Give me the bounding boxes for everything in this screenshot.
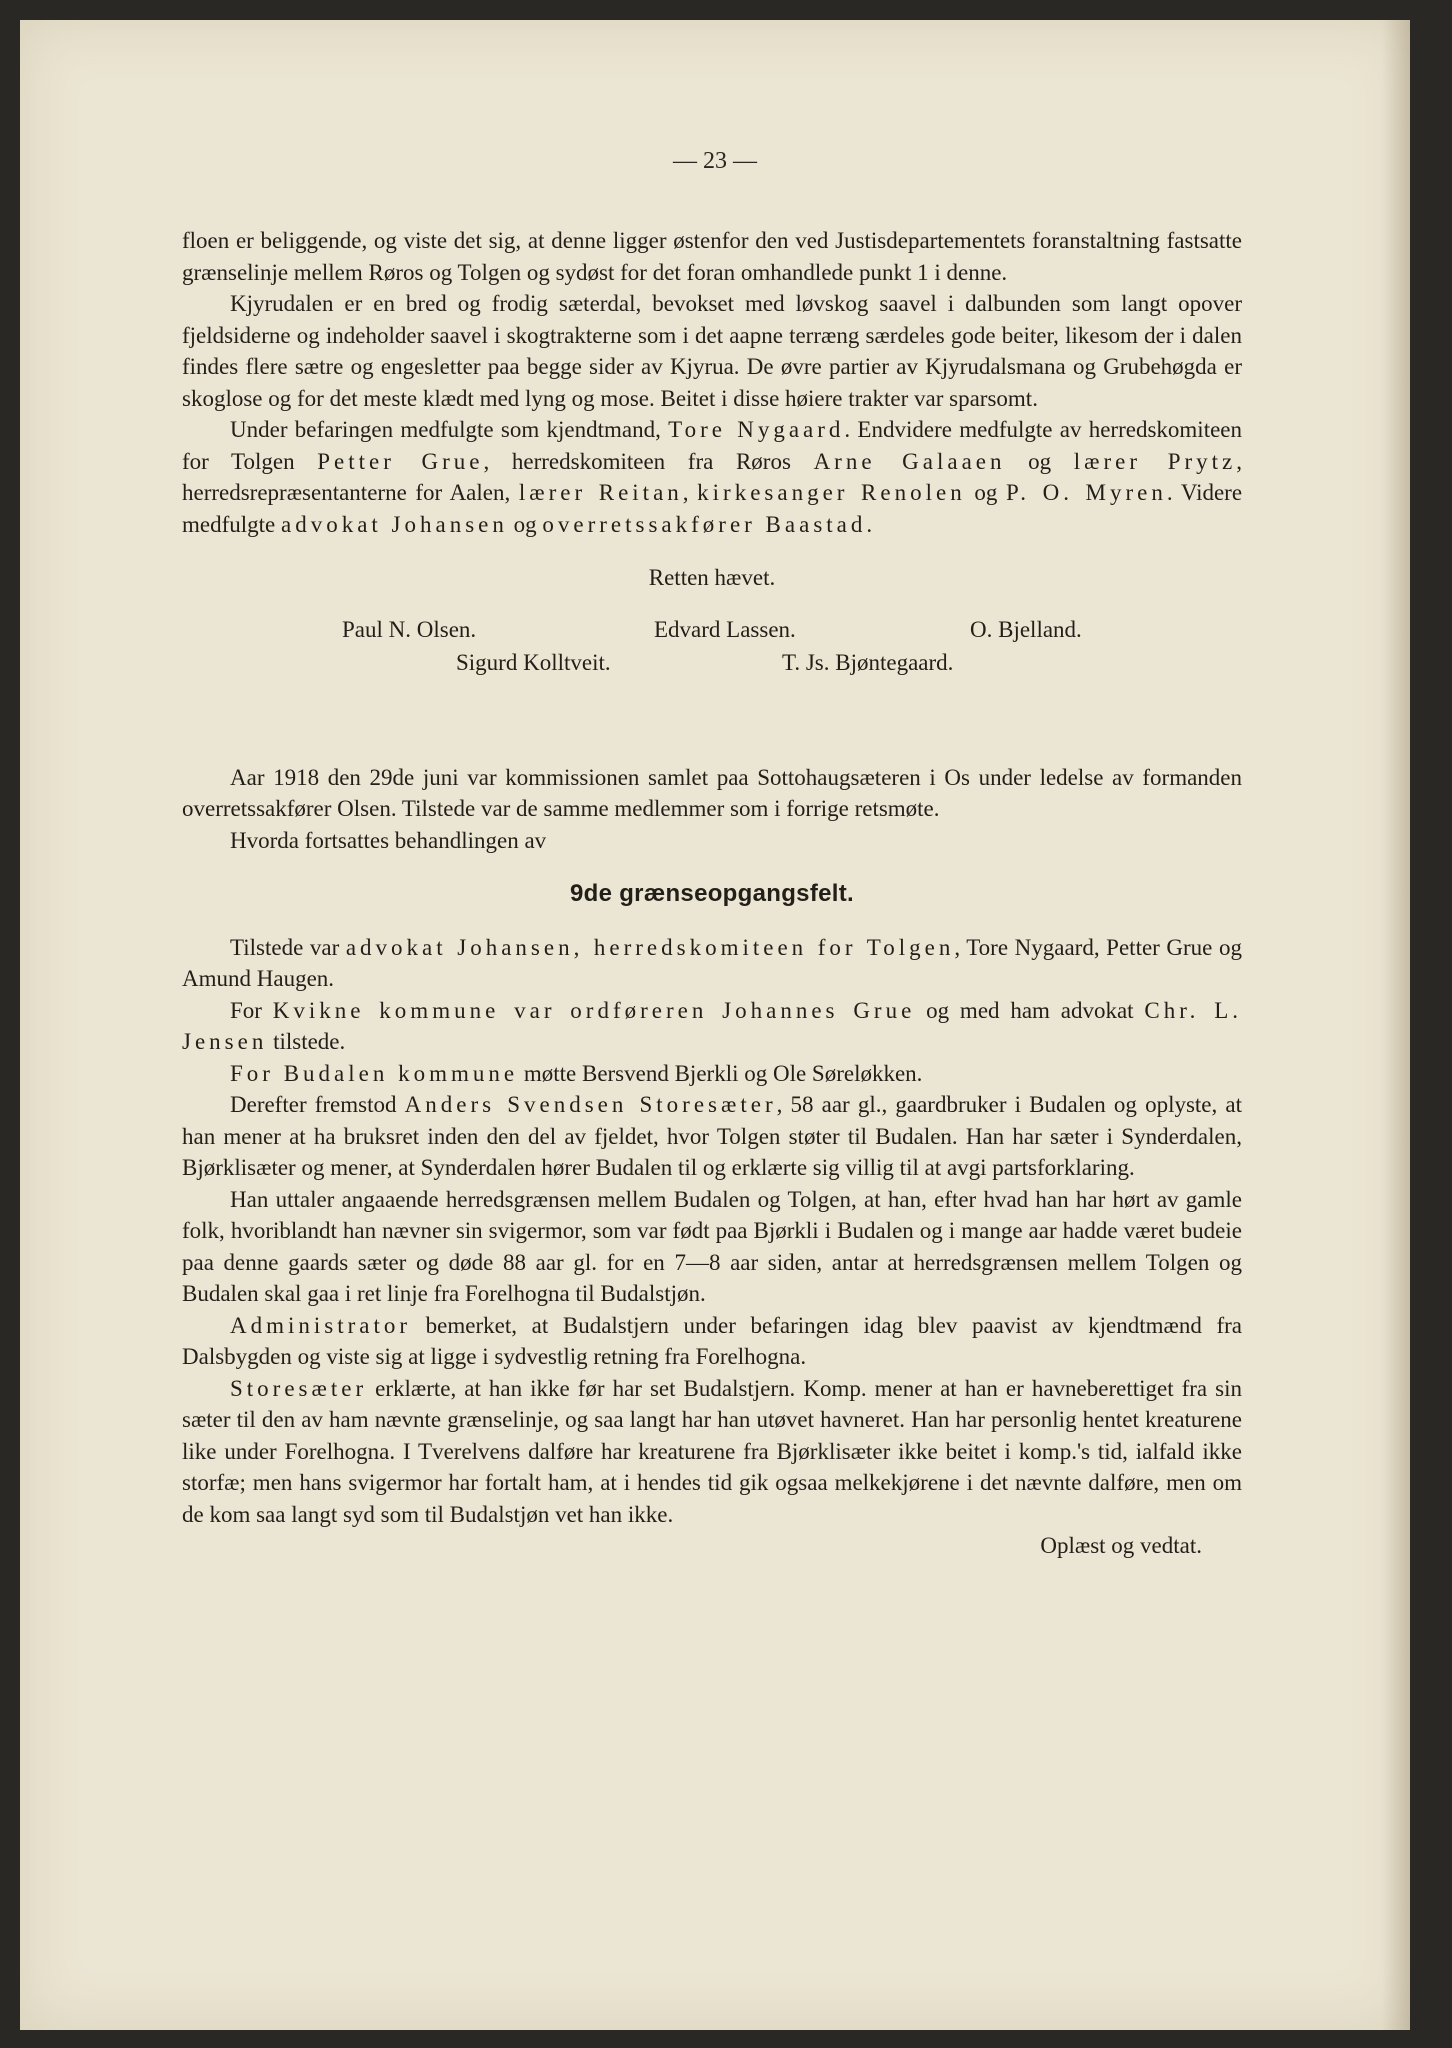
signature: Sigurd Kolltveit. <box>456 649 611 675</box>
signature: T. Js. Bjøntegaard. <box>782 649 954 675</box>
spaced-name: Administrator <box>230 1312 412 1338</box>
paragraph-10: Han uttaler angaaende herredsgrænsen mellem Budalen og Tolgen, at han, efter hvad han har hørt av gamle folk, hvoriblandt han nævner sin svigermor, som var født paa Bjørkli i Budalen og i mange aar hadde været budeie paa denne gaards sæter og døde 88 aar gl. for en 7—8 aar siden, antar at herredsgrænsen mellem Tolgen og Budalen skal gaa i ret linje fra Forelhogna til Budalstjøn. <box>182 1186 1242 1306</box>
paragraph-1: floen er beliggende, og viste det sig, at denne ligger østenfor den ved Justisdepartementets foranstaltning fastsatte grænselinje mellem Røros og Tolgen og sydøst for det foran omhandlede punkt 1 i denne. <box>182 228 1242 285</box>
spaced-name: lærer Prytz <box>1073 448 1237 474</box>
section-heading: 9de grænseopgangsfelt. <box>570 880 854 907</box>
paragraph-8 <box>182 1058 1242 1090</box>
spaced-name: advokat Johansen, herredskomiteen for Tolgen <box>345 934 955 960</box>
spaced-name: P. O. Myren <box>1005 480 1167 505</box>
text-run: , 58 aar gl., gaardbruker i Budalen og oplyste, at han mener at ha bruksret inden den del av fjeldet, hvor Tolgen støter til Budalen. Han har sæter i Synderdalen, Bjørklisæter og mener, at Synderdalen hører Budalen til og erklærte sig villig til at avgi partsforklaring. <box>182 1092 1242 1180</box>
signature-row-2 <box>182 647 1242 680</box>
text-run: . Videre medfulgte <box>182 480 1243 537</box>
signature-row-1 <box>182 614 1242 647</box>
paragraph-5: Hvorda fortsattes behandlingen av <box>230 827 547 853</box>
text-run: , <box>682 480 698 505</box>
text-run: , herredsrepræsentanterne for Aalen, <box>182 448 1242 505</box>
spaced-name: Storesæter <box>230 1375 368 1401</box>
paragraph-12 <box>182 1373 1242 1531</box>
paragraph-9 <box>182 1089 1242 1184</box>
document-body <box>182 225 1242 1562</box>
text-run: tilstede. <box>267 1029 346 1054</box>
text-run: , Tore Nygaard, Petter Grue og Amund Haugen. <box>182 934 1242 991</box>
text-run: . <box>866 511 873 537</box>
text-run: Under befaringen medfulgte som kjendtmand, <box>230 417 669 442</box>
spaced-name: Anders Svendsen Storesæter <box>404 1092 777 1117</box>
closing-line: Oplæst og vedtat. <box>1040 1533 1202 1558</box>
paragraph-6 <box>182 932 1242 995</box>
paragraph-11 <box>182 1310 1242 1373</box>
text-run: , herredskomiteen fra Røros <box>483 448 814 474</box>
text-run: og <box>1005 448 1074 474</box>
text-run: møtte Bersvend Bjerkli og Ole Søreløkken. <box>518 1060 923 1086</box>
text-run: erklærte, at han ikke før har set Budalstjern. Komp. mener at han er havneberettiget fra sin sæter til den av ham nævnte grænselinje, og saa langt har han utøvet havneret. Han har personlig hentet kreaturene like under Forelhogna. I Tverelvens dalføre har kreaturene fra Bjørklisæter ikke beitet i komp.'s tid, ialfald ikke storfæ; men hans svigermor har fortalt ham, at i hendes tid gik ogsaa melkekjørene i det nævnte dalføre, men om de kom saa langt syd som til Budalstjøn vet han ikke. <box>182 1375 1242 1527</box>
signature: Edvard Lassen. <box>654 616 796 642</box>
page-number: — 23 — <box>673 148 757 174</box>
text-run: og <box>965 480 1006 505</box>
spaced-name: kirkesanger Renolen <box>697 480 966 505</box>
paragraph-7 <box>182 995 1242 1058</box>
spaced-name: For Budalen kommune <box>230 1060 519 1086</box>
paragraph-4: Aar 1918 den 29de juni var kommissionen samlet paa Sottohaugsæteren i Os under ledelse av formanden overretssakfører Olsen. Tilstede var de samme medlemmer som i forrige retsmøte. <box>182 764 1242 821</box>
spaced-name: Arne Galaaen <box>813 448 1006 474</box>
signature: O. Bjelland. <box>970 616 1082 642</box>
signature: Paul N. Olsen. <box>342 616 477 642</box>
spaced-name: Kvikne kommune var ordføreren Johannes Grue <box>272 997 916 1023</box>
text-run: For <box>230 997 273 1023</box>
text-run: bemerket, at Budalstjern under befaringen idag blev paavist av kjendtmænd fra Dalsbygden og viste sig at ligge i sydvestlig retning fra Forelhogna. <box>182 1312 1242 1369</box>
paragraph-3 <box>182 414 1242 540</box>
paragraph-2: Kjyrudalen er en bred og frodig sæterdal, bevokset med løvskog saavel i dalbunden som langt opover fjeldsiderne og indeholder saavel i skogtrakterne som i det aapne terræng særdeles gode beiter, likesom der i dalen findes flere sætre og engesletter paa begge sider av Kjyrua. De øvre partier av Kjyrudalsmana og Grubehøgda er skoglose og for det meste klædt med lyng og mose. Beitet i disse høiere trakter var sparsomt. <box>182 291 1242 411</box>
text-run: . Endvidere medfulgte av herredskomiteen for Tolgen <box>182 417 1243 474</box>
text-run: Derefter fremstod <box>230 1092 405 1117</box>
spaced-name: Tore Nygaard <box>668 417 845 442</box>
spaced-name: advokat Johansen <box>281 511 508 537</box>
document-page <box>20 20 1410 2030</box>
court-adjourned: Retten hævet. <box>648 565 776 590</box>
spaced-name: overretssakfører Baastad <box>542 511 867 537</box>
text-run: og <box>507 511 543 537</box>
text-run: og med ham advokat <box>915 997 1145 1023</box>
text-run: Tilstede var <box>230 934 346 960</box>
spaced-name: Chr. L. Jensen <box>182 997 1243 1054</box>
spaced-name: Petter Grue <box>317 448 484 474</box>
spacer <box>182 680 1242 762</box>
spaced-name: lærer Reitan <box>518 480 683 505</box>
